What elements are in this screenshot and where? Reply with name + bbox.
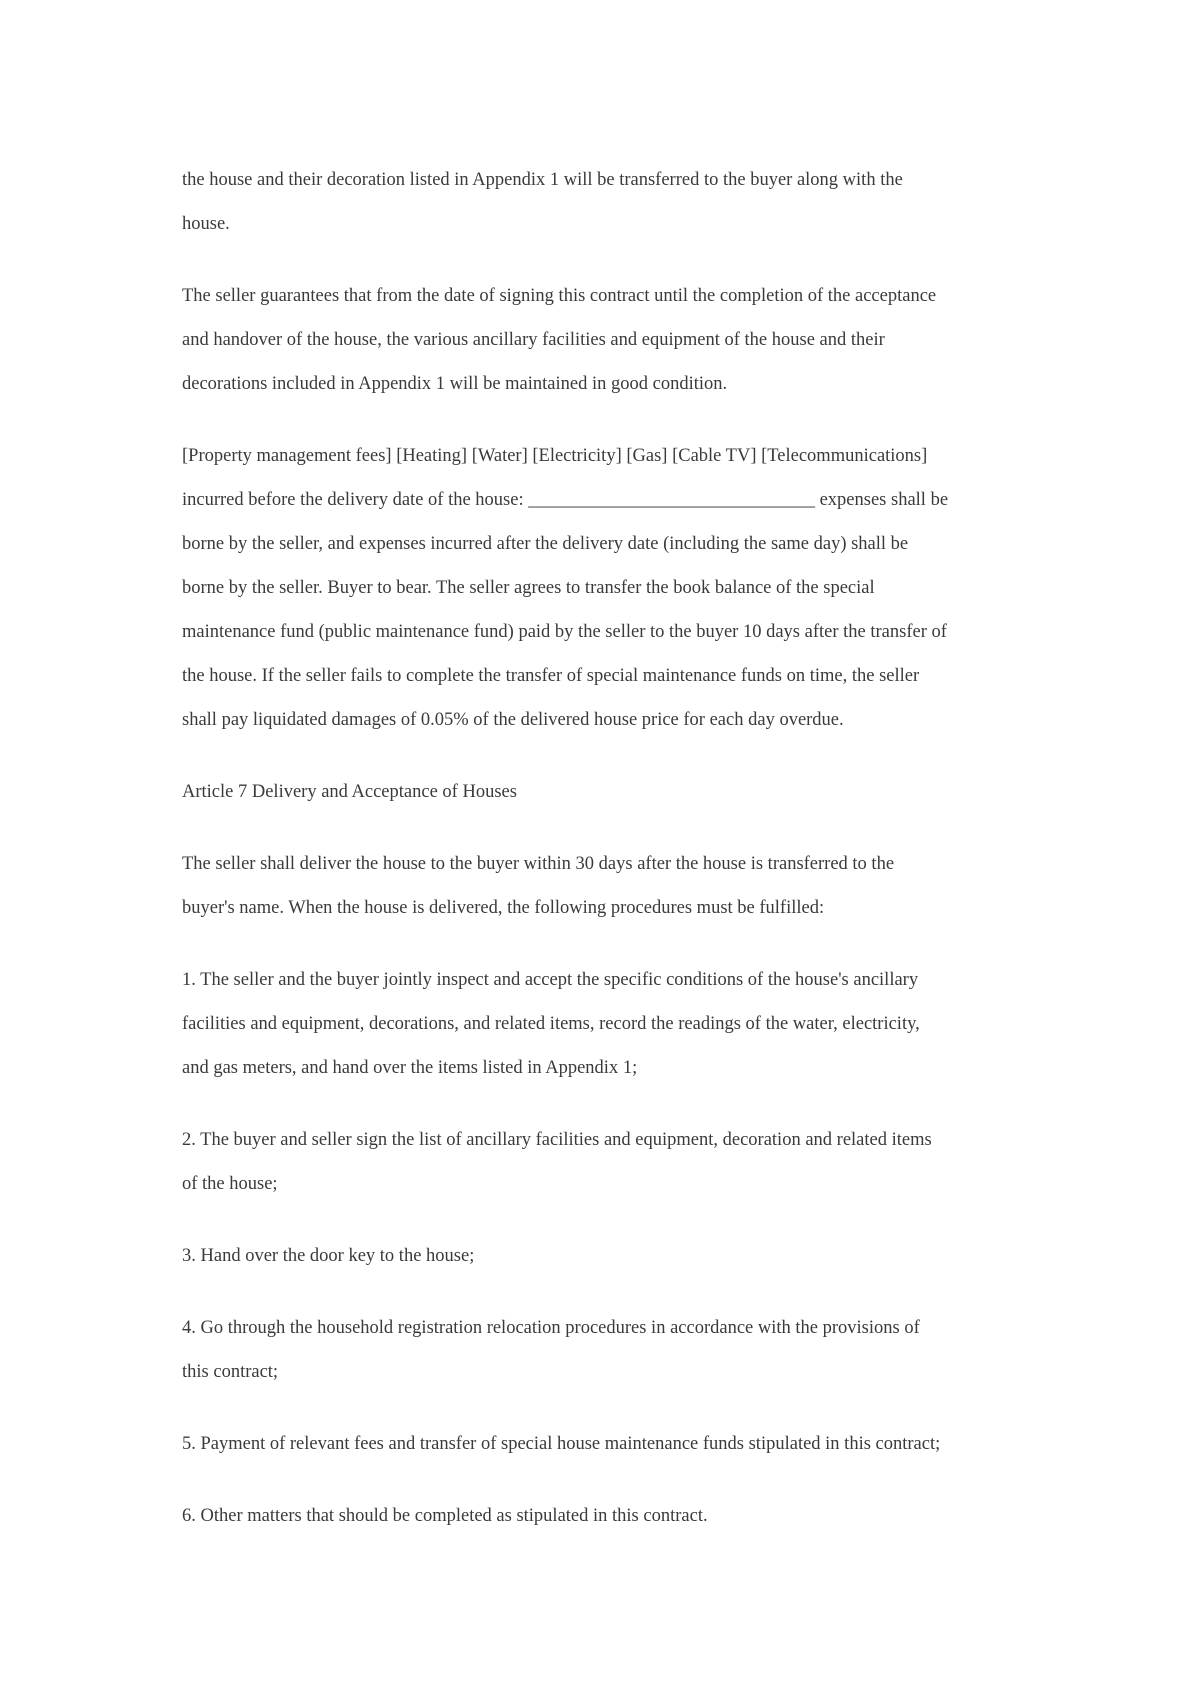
- text-line: maintenance fund (public maintenance fund) paid by the seller to the buyer 10 days after the transfer of: [182, 622, 947, 642]
- text-line: borne by the seller. Buyer to bear. The seller agrees to transfer the book balance of the special: [182, 578, 875, 598]
- paragraph-delivery-terms: [182, 842, 1022, 930]
- text-line: incurred before the delivery date of the house: _______________________________ expenses shall be: [182, 490, 949, 510]
- paragraph-fees-and-maintenance-fund: [182, 434, 1022, 742]
- text-line: 5. Payment of relevant fees and transfer of special house maintenance funds stipulated in this contract;: [182, 1434, 941, 1454]
- text-line: the house and their decoration listed in Appendix 1 will be transferred to the buyer along with the: [182, 170, 903, 190]
- text-line: 6. Other matters that should be completed as stipulated in this contract.: [182, 1506, 708, 1526]
- text-line: [Property management fees] [Heating] [Water] [Electricity] [Gas] [Cable TV] [Telecommunications]: [182, 446, 928, 466]
- article-7-heading: [182, 770, 1022, 814]
- procedure-item-5: [182, 1422, 1022, 1466]
- text-line: facilities and equipment, decorations, and related items, record the readings of the water, electricity,: [182, 1014, 920, 1034]
- heading-line: Article 7 Delivery and Acceptance of Houses: [182, 782, 517, 802]
- text-line: 2. The buyer and seller sign the list of ancillary facilities and equipment, decoration and related items: [182, 1130, 932, 1150]
- text-line: 3. Hand over the door key to the house;: [182, 1246, 475, 1266]
- text-line: 4. Go through the household registration relocation procedures in accordance with the provisions of: [182, 1318, 920, 1338]
- document-body: [182, 158, 1022, 1566]
- text-line: buyer's name. When the house is delivered, the following procedures must be fulfilled:: [182, 898, 825, 918]
- text-line: the house. If the seller fails to complete the transfer of special maintenance funds on time, the seller: [182, 666, 920, 686]
- text-line: and gas meters, and hand over the items listed in Appendix 1;: [182, 1058, 638, 1078]
- text-line: The seller shall deliver the house to the buyer within 30 days after the house is transferred to the: [182, 854, 895, 874]
- paragraph-appendix-transfer: [182, 158, 1022, 246]
- procedure-item-6: [182, 1494, 1022, 1538]
- procedure-item-4: [182, 1306, 1022, 1394]
- text-line: borne by the seller, and expenses incurred after the delivery date (including the same day) shall be: [182, 534, 909, 554]
- text-line: and handover of the house, the various ancillary facilities and equipment of the house and their: [182, 330, 885, 350]
- text-line: The seller guarantees that from the date of signing this contract until the completion of the acceptance: [182, 286, 937, 306]
- text-line: 1. The seller and the buyer jointly inspect and accept the specific conditions of the house's ancillary: [182, 970, 919, 990]
- procedure-item-3: [182, 1234, 1022, 1278]
- text-line: house.: [182, 214, 230, 234]
- text-line: of the house;: [182, 1174, 278, 1194]
- text-line: this contract;: [182, 1362, 279, 1382]
- text-line: decorations included in Appendix 1 will be maintained in good condition.: [182, 374, 728, 394]
- paragraph-seller-guarantee: [182, 274, 1022, 406]
- text-line: shall pay liquidated damages of 0.05% of the delivered house price for each day overdue.: [182, 710, 844, 730]
- procedure-item-2: [182, 1118, 1022, 1206]
- procedure-item-1: [182, 958, 1022, 1090]
